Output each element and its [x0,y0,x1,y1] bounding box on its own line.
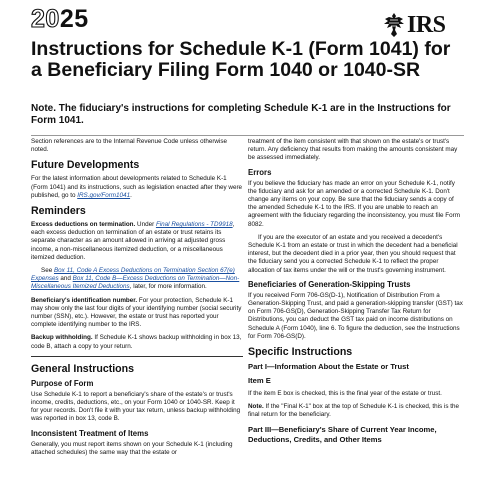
backup-withholding-text: Backup withholding. If Schedule K-1 shows backup withholding in box 13, code B, attach a copy to your return. [31,334,242,350]
consistency-continuation-text: treatment of the item consistent with that shown on the estate's or trust's return. Any deficiency that results from making the amounts consistent may be assessed immediately. [248,138,458,162]
beneficiary-id-text: Beneficiary's identification number. For your protection, Schedule K-1 may show only the last four digits of your identifying number (social security number (SSN), etc.). However, the estate or trust has reported your complete identifying number to the IRS. [31,296,242,329]
document-title: Instructions for Schedule K-1 (Form 1041) for a Beneficiary Filing Form 1040 or 1040-SR [31,38,451,81]
item-e-text: If the item E box is checked, this is the final year of the estate or trust. [248,390,442,398]
gst-heading: Beneficiaries of Generation-Skipping Trusts [248,279,411,289]
see-boxes-text: See Box 11, Code A Excess Deductions on Termination Section 67(e) Expenses and Box 11, Code B—Excess Deductions on Termination—Non-Miscellaneous Itemized Deductions, later, for more information. [31,267,240,291]
reminders-heading: Reminders [31,205,86,218]
excess-deductions-text: Excess deductions on termination. Under Final Regulations - TD9918, each excess deduction on termination of an estate or trust retains its separate character as an amount allowed in arriving at adjusted gross income, a non-miscellaneous itemized deduction, or a miscellaneous itemized deduction. [31,221,235,261]
fiduciary-note: Note. The fiduciary's instructions for completing Schedule K-1 are in the Instructions for Form 1041. [31,103,451,126]
year-solid-digits: 25 [59,5,89,33]
final-k1-note: Note. If the "Final K-1" box at the top of Schedule K-1 is checked, this is the final return for the beneficiary. [248,403,459,419]
box11-code-b-link[interactable]: Box 11, Code B—Excess Deductions on Termination—Non-Miscellaneous Itemized Deductions [31,275,240,291]
future-developments-heading: Future Developments [31,159,140,172]
item-e-heading: Item E [248,376,271,386]
irs-logo-text: IRS [407,12,446,38]
general-instructions-heading: General Instructions [31,362,135,375]
year-outline-digits: 20 [31,5,60,33]
final-regulations-link[interactable]: Final Regulations - TD9918 [155,221,233,229]
specific-instructions-heading: Specific Instructions [248,346,353,359]
errors-heading: Errors [248,167,272,177]
inconsistent-treatment-text: Generally, you must report items shown on your Schedule K-1 (including attached schedules) the same way that the estate or [31,440,233,456]
header-divider [31,135,464,136]
inconsistent-treatment-heading: Inconsistent Treatment of Items [31,428,149,438]
final-k1-note-lead: Note. [248,403,264,411]
part1-heading: Part I—Information About the Estate or Trust [248,362,409,372]
section-references: Section references are to the Internal Revenue Code unless otherwise noted. [31,138,228,154]
excess-deductions-lead: Excess deductions on termination. [31,221,136,229]
eagle-icon [383,12,405,38]
irs-form1041-link[interactable]: IRS.gov/Form1041 [77,191,131,199]
box11-code-a-link[interactable]: Box 11, Code A Excess Deductions on Termination Section 67(e) Expenses [31,267,235,283]
beneficiary-id-lead: Beneficiary's identification number. [31,296,138,304]
gst-text: If you received Form 706-GS(D-1), Notification of Distribution From a Generation-Skipping Trust, and paid a generation-skipping transfer (GST) tax on Form 706-GS(D), Generation-Skipping Transfer Tax Return for Distributions, you can deduct the GST tax paid on income distributions on Schedule A (Form 1040), line 6. To figure the deduction, see the Instructions for Form 706-GS(D). [248,291,463,340]
section-divider [31,356,243,357]
tax-year [31,6,89,32]
executor-text: If you are the executor of an estate and you received a decedent's Schedule K-1 from an estate or trust in which the decedent had a beneficial interest, but the decedent died in a prior year, then you should request that the fiduciary send you a corrected Schedule K-1 to reflect the proper allocation of tax items under the will or the trust's governing instrument. [248,233,458,274]
part3-heading: Part III—Beneficiary's Share of Current Year Income, Deductions, Credits, and Other Items [248,424,437,444]
left-column [31,138,243,462]
errors-text: If you believe the fiduciary has made an error on your Schedule K-1, notify the fiduciary and ask for an amended or a corrected Schedule K-1. Don't change any items on your copy. Be sure that the fiduciary sends a copy of the amended Schedule K-1 to the IRS. If you are unable to reach an agreement with the fiduciary regarding the inconsistency, you must file Form 8082. [248,179,460,228]
purpose-of-form-heading: Purpose of Form [31,378,94,388]
backup-withholding-lead: Backup withholding. [31,334,93,342]
right-column [248,138,464,449]
purpose-of-form-text: Use Schedule K-1 to report a beneficiary's share of the estate's or trust's income, credits, deductions, etc., on your Form 1040 or 1040-SR. Keep it for your records. Don't file it with your tax return, unless backup withholding was reported in box 13, code B. [31,390,241,423]
future-developments-text: For the latest information about developments related to Schedule K-1 (Form 1041) and its instructions, such as legislation enacted after they were published, go to IRS.gov/Form1041. [31,175,243,199]
